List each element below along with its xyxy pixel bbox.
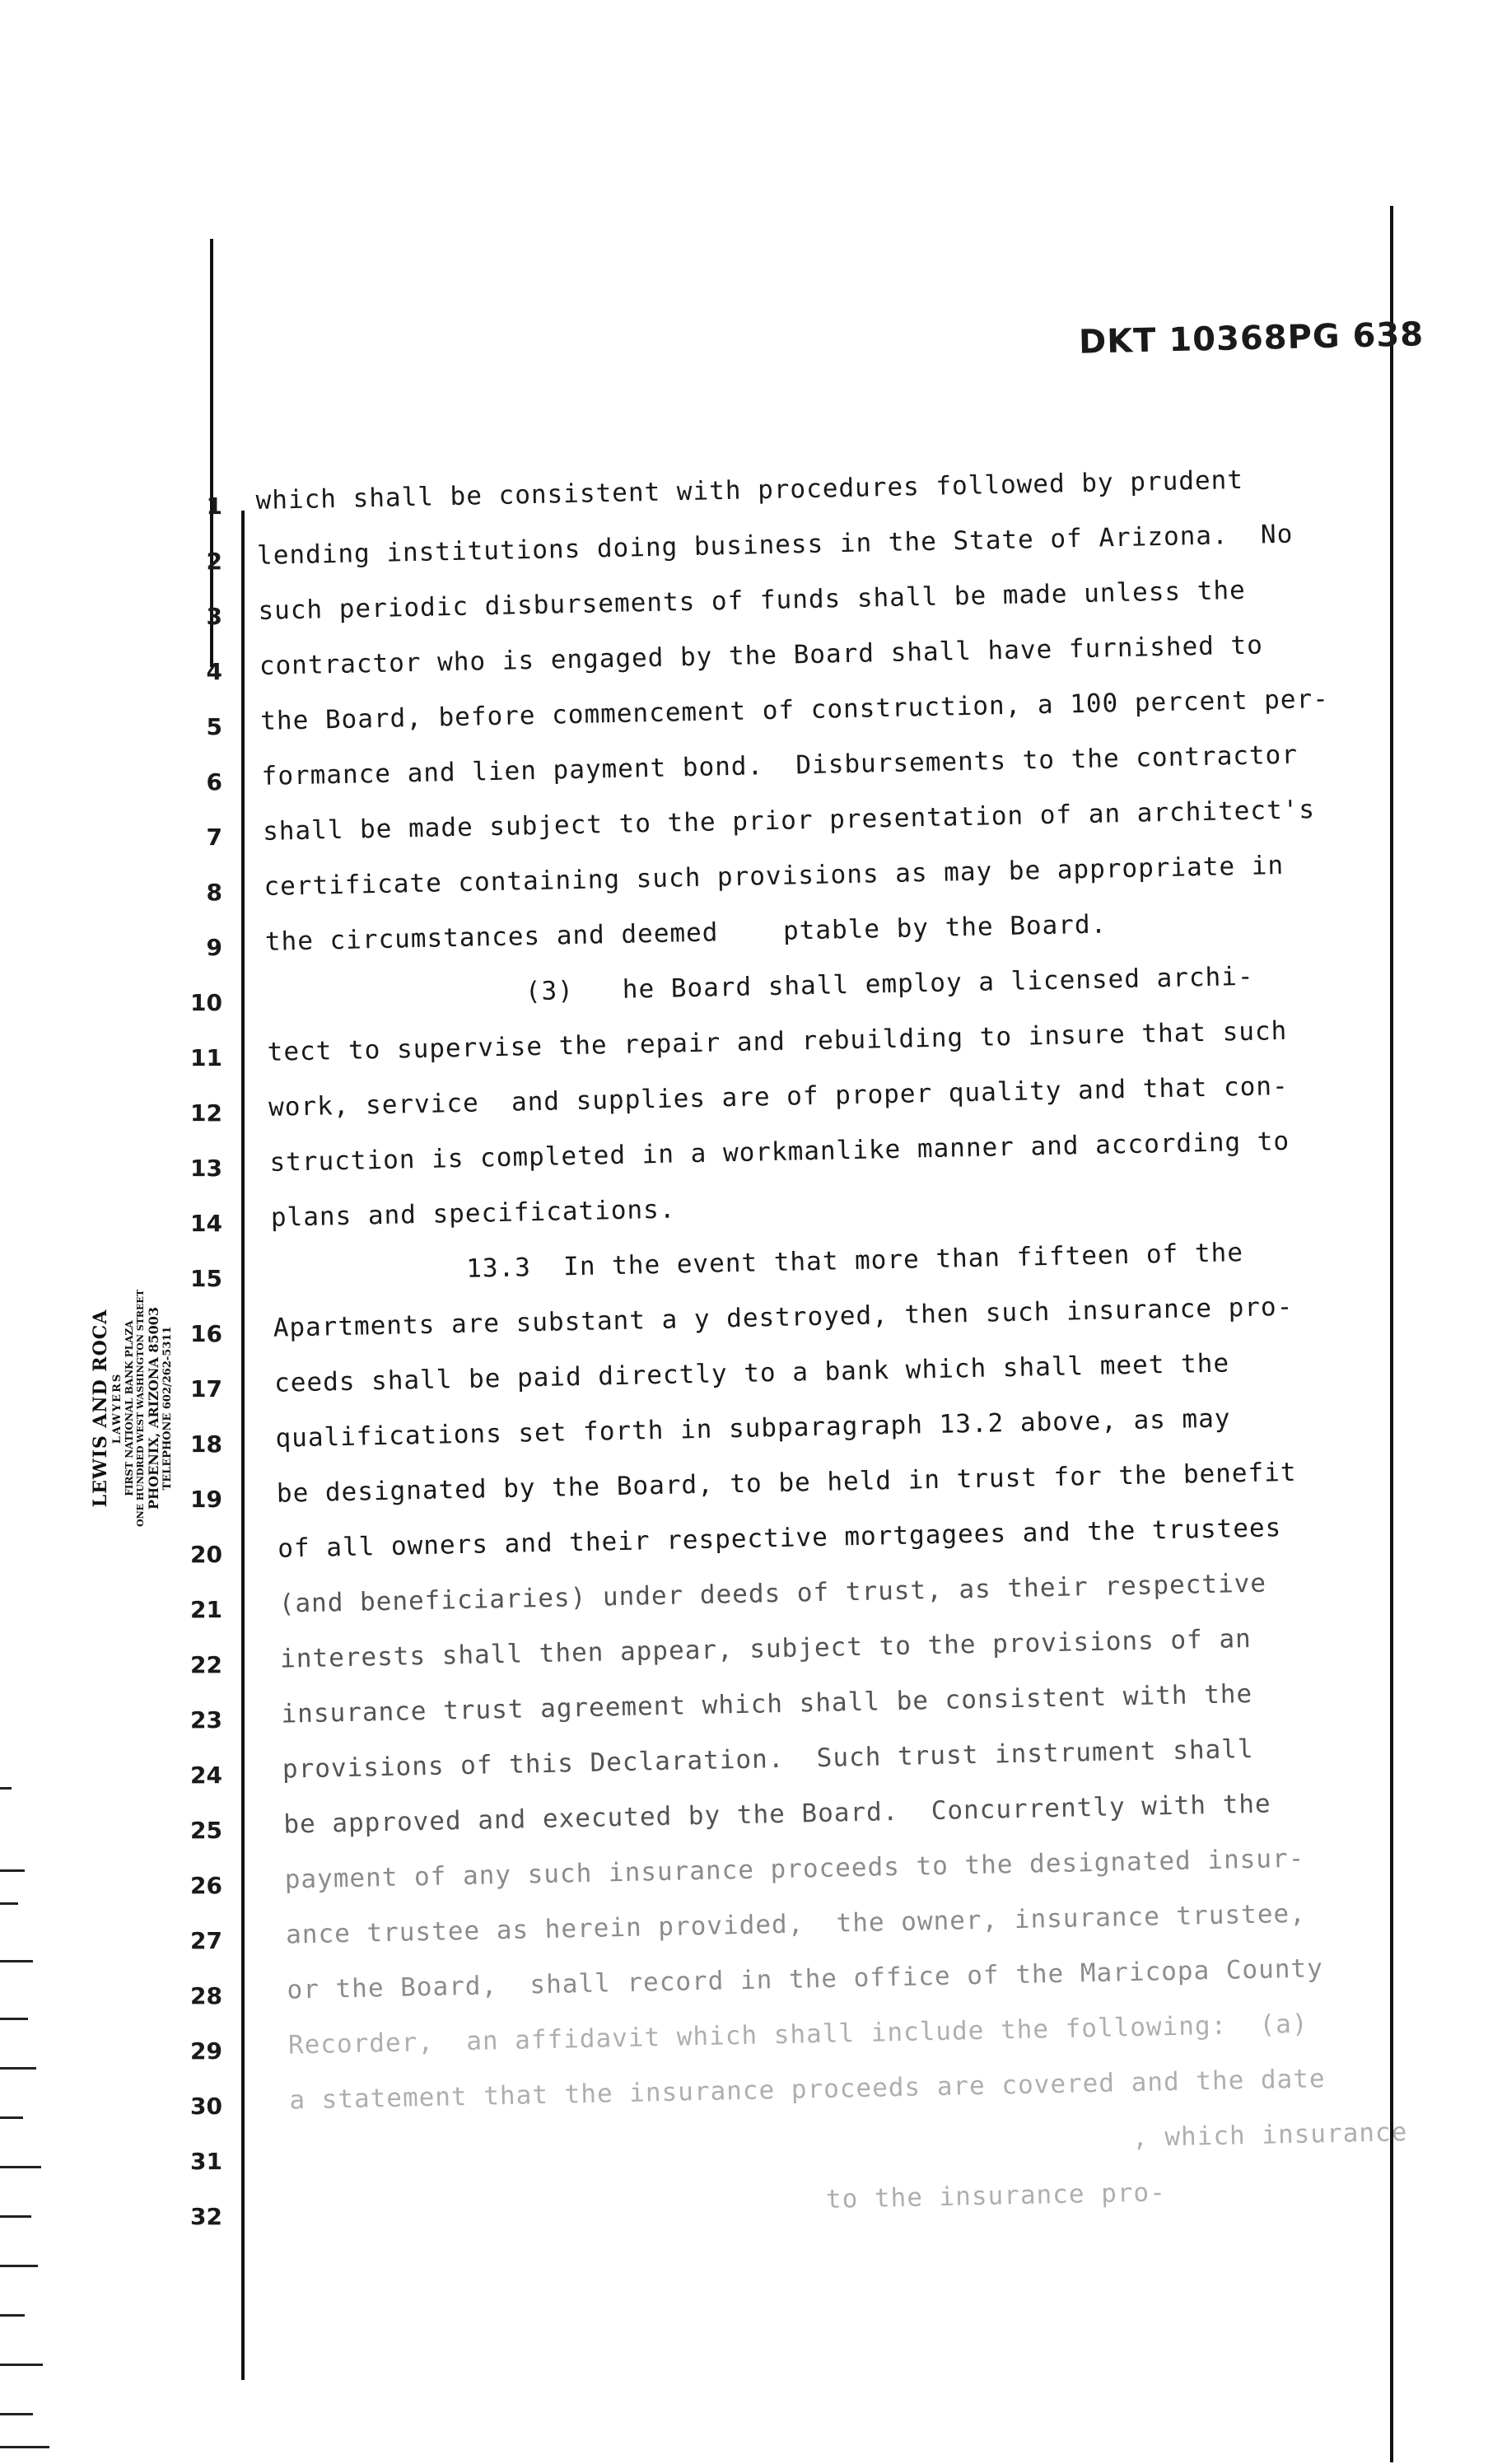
document-reference-number: DKT 10368PG 638 — [1078, 315, 1425, 362]
text-line: the circumstances and deemed ptable by the Board. — [264, 909, 1108, 957]
firm-name: LEWIS AND ROCA — [90, 1309, 111, 1508]
line-number: 7 — [206, 824, 222, 851]
line-number: 1 — [206, 492, 222, 520]
text-line: the Board, before commencement of construction, a 100 percent per- — [259, 684, 1330, 736]
text-line: (and beneficiaries) under deeds of trust, as their respective — [278, 1568, 1267, 1619]
text-line: contractor who is engaged by the Board shall have furnished to — [259, 630, 1264, 681]
line-number: 19 — [190, 1486, 222, 1513]
line-number: 15 — [190, 1265, 222, 1292]
line-number: 6 — [206, 768, 222, 796]
line-number: 18 — [190, 1430, 222, 1458]
left-margin-rule — [241, 511, 245, 2380]
text-line: , which insurance — [290, 2117, 1408, 2171]
firm-type: LAWYERS — [111, 1372, 124, 1444]
line-number: 26 — [190, 1872, 222, 1899]
line-number: 23 — [190, 1706, 222, 1734]
text-line: certificate containing such provisions as may be appropriate in — [264, 850, 1285, 902]
document-body — [255, 450, 1437, 2239]
line-number: 30 — [190, 2093, 222, 2120]
line-number: 3 — [206, 603, 222, 630]
line-number: 4 — [206, 658, 222, 685]
text-line: ceeds shall be paid directly to a bank which shall meet the — [273, 1348, 1230, 1398]
text-line: a statement that the insurance proceeds are covered and the date — [289, 2064, 1326, 2116]
text-line: shall be made subject to the prior presentation of an architect's — [262, 795, 1316, 847]
firm-phone: TELEPHONE 602/262-5311 — [161, 1326, 174, 1491]
line-number: 29 — [190, 2037, 222, 2065]
text-line: Recorder, an affidavit which shall include the following: (a) — [287, 2009, 1308, 2060]
text-line: be approved and executed by the Board. Concurrently with the — [282, 1789, 1271, 1840]
text-line: (3) he Board shall employ a licensed archi- — [265, 961, 1254, 1012]
firm-city: PHOENIX, ARIZONA 85003 — [146, 1306, 161, 1510]
firm-address-line1: FIRST NATIONAL BANK PLAZA — [124, 1320, 135, 1496]
text-line: payment of any such insurance proceeds to the designated insur- — [284, 1843, 1305, 1895]
text-line: struction is completed in a workmanlike manner and according to — [269, 1126, 1290, 1178]
line-number: 17 — [190, 1375, 222, 1402]
line-number: 2 — [206, 548, 222, 575]
line-number: 12 — [190, 1099, 222, 1127]
text-line: to the insurance pro- — [291, 2177, 1167, 2226]
line-number: 28 — [190, 1982, 222, 2009]
text-line: or the Board, shall record in the office of the Maricopa County — [287, 1953, 1324, 2005]
text-line: insurance trust agreement which shall be consistent with the — [281, 1678, 1253, 1729]
text-line: formance and lien payment bond. Disbursements to the contractor — [261, 740, 1299, 791]
line-number: 20 — [190, 1541, 222, 1568]
text-line: ance trustee as herein provided, the owner, insurance trustee, — [285, 1898, 1307, 1950]
text-line: provisions of this Declaration. Such trust instrument shall — [282, 1734, 1254, 1785]
text-line: plans and specifications. — [270, 1194, 676, 1233]
text-line: lending institutions doing business in the State of Arizona. No — [256, 519, 1294, 571]
line-number: 14 — [190, 1210, 222, 1237]
line-number: 9 — [206, 934, 222, 961]
text-line: 13.3 In the event that more than fifteen of the — [271, 1238, 1244, 1288]
text-line: interests shall then appear, subject to the provisions of an — [279, 1623, 1252, 1674]
line-number: 13 — [190, 1155, 222, 1182]
line-number: 25 — [190, 1817, 222, 1844]
text-line: of all owners and their respective mortgagees and the trustees — [277, 1513, 1282, 1564]
text-line: Apartments are substant a y destroyed, then such insurance pro- — [273, 1291, 1294, 1343]
line-number: 8 — [206, 879, 222, 906]
line-number: 27 — [190, 1927, 222, 1954]
line-number: 21 — [190, 1596, 222, 1623]
line-number: 32 — [190, 2203, 222, 2230]
text-line: qualifications set forth in subparagraph 13.2 above, as may — [275, 1403, 1231, 1454]
line-number: 16 — [190, 1320, 222, 1347]
scan-edge-artifact — [0, 1771, 49, 2462]
firm-address-line2: ONE HUNDRED WEST WASHINGTON STREET — [135, 1290, 146, 1528]
line-number: 11 — [190, 1044, 222, 1071]
line-number: 31 — [190, 2148, 222, 2175]
line-number: 24 — [190, 1762, 222, 1789]
line-number: 10 — [190, 989, 222, 1016]
text-line: be designated by the Board, to be held in trust for the benefit — [276, 1457, 1297, 1509]
line-number: 22 — [190, 1651, 222, 1678]
text-line: tect to supervise the repair and rebuilding to insure that such — [267, 1015, 1288, 1067]
text-line: such periodic disbursements of funds shall be made unless the — [258, 575, 1247, 626]
text-line: work, service and supplies are of proper quality and that con- — [268, 1071, 1290, 1122]
line-number: 5 — [206, 713, 222, 740]
text-line: which shall be consistent with procedures followed by prudent — [255, 464, 1244, 516]
